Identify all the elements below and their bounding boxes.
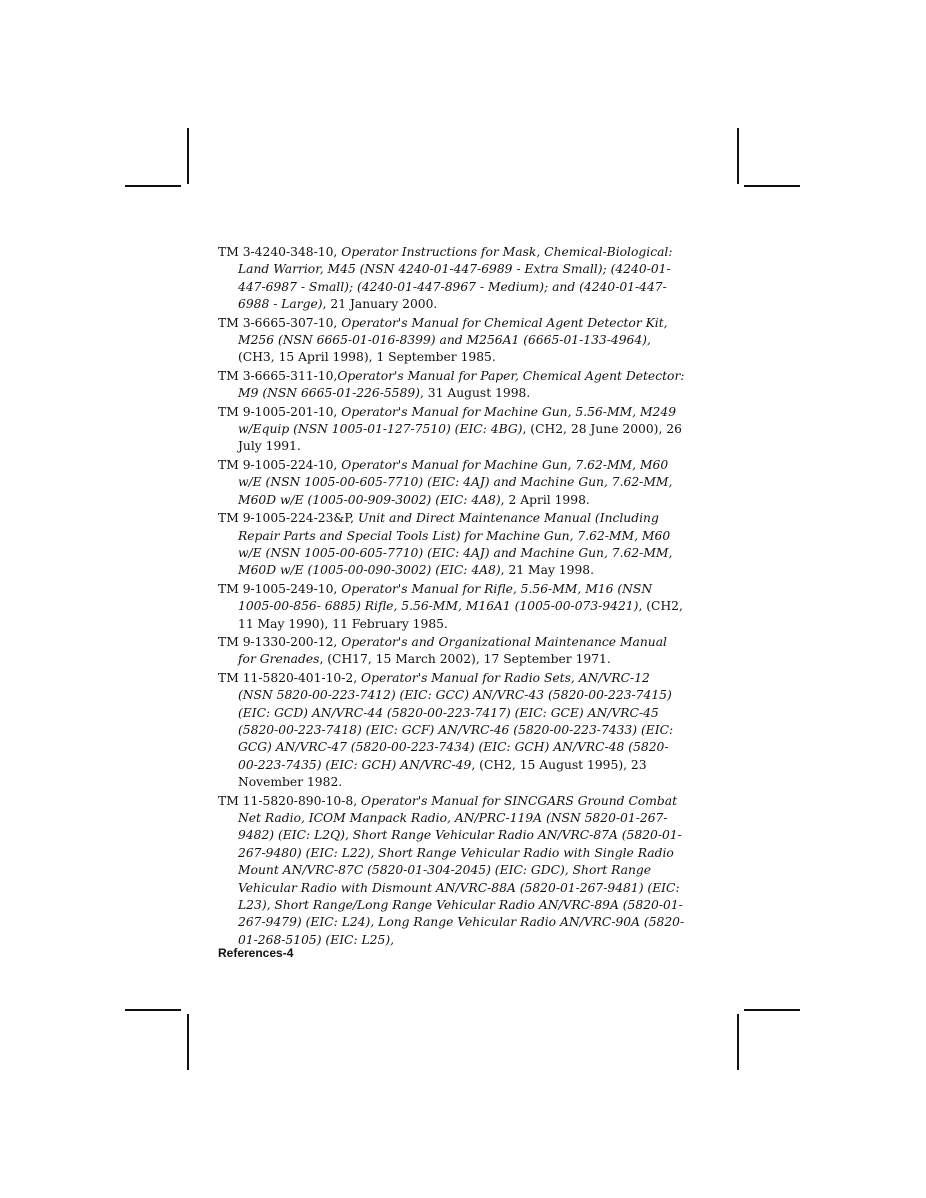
reference-number: TM 9-1005-224-23&P,: [218, 511, 358, 526]
reference-title: Operator's Manual for Machine Gun, 5.56-MM, M249 w/Equip (NSN 1005-01-127-7510) (EIC: 4BG): [238, 404, 677, 437]
reference-number: TM 3-4240-348-10,: [218, 245, 342, 259]
reference-number: TM 11-5820-890-10-8,: [218, 793, 362, 808]
references-list: [218, 244, 688, 950]
reference-number: TM 3-6665-307-10,: [218, 315, 342, 330]
reference-details: , (CH17, 15 March 2002), 17 September 1971.: [319, 652, 611, 667]
crop-mark-top-left-vertical: [187, 128, 189, 184]
reference-entry: [218, 315, 688, 367]
crop-mark-top-left-horizontal: [125, 185, 181, 187]
reference-number: TM 9-1005-249-10,: [218, 581, 342, 596]
crop-mark-bottom-left-horizontal: [125, 1009, 181, 1011]
crop-mark-bottom-right-vertical: [737, 1014, 739, 1070]
reference-title: Operator's Manual for Radio Sets, AN/VRC-12 (NSN 5820-00-223-7412) (EIC: GCC) AN/VRC-43 (5820-00-223-7415) (EIC: GCD) AN/VRC-44 (5820-00-223-7417) (EIC: GCE) AN/VRC-45 (5820-00-223-7418) (EIC: GCF) AN/VRC-46 (5820-00-223-7433) (EIC: GCG) AN/VRC-47 (5820-00-223-7434) (EIC: GCH) AN/VRC-48 (5820-00-223-7435) (EIC: GCH) AN/VRC-49: [238, 670, 674, 772]
reference-details: , (CH2, 15 August 1995), 23 November 1982.: [238, 757, 647, 790]
reference-title: Operator's Manual for SINCGARS Ground Combat Net Radio, ICOM Manpack Radio, AN/PRC-119A (NSN 5820-01-267-9482) (EIC: L2Q), Short Range Vehicular Radio AN/VRC-87A (5820-01-267-9480) (EIC: L22), Short Range Vehicular Radio with Single Radio Mount AN/VRC-87C (5820-01-304-2045) (EIC: GDC), Short Range Vehicular Radio with Dismount AN/VRC-88A (5820-01-267-9481) (EIC: L23), Short Range/Long Range Vehicular Radio AN/VRC-89A (5820-01-267-9479) (EIC: L24), Long Range Vehicular Radio AN/VRC-90A (5820-01-268-5105) (EIC: L25),: [238, 793, 685, 947]
reference-number: TM 9-1330-200-12,: [218, 634, 342, 649]
reference-title: Operator's Manual for Machine Gun, 7.62-MM, M60 w/E (NSN 1005-00-605-7710) (EIC: 4AJ) and Machine Gun, 7.62-MM, M60D w/E (1005-00-909-3002) (EIC: 4A8): [238, 457, 673, 507]
reference-entry: [218, 670, 688, 792]
reference-title: Operator Instructions for Mask, Chemical-Biological: Land Warrior, M45 (NSN 4240-01-447-6989 - Extra Small); (4240-01-447-6987 - Small); (4240-01-447-8967 - Medium); and (4240-01-447-6988 - Large): [238, 245, 673, 312]
reference-number: TM 9-1005-201-10,: [218, 404, 342, 419]
reference-details: , 21 January 2000.: [322, 297, 438, 312]
reference-entry: [218, 368, 688, 403]
reference-title: Operator's Manual for Rifle, 5.56-MM, M16 (NSN 1005-00-856- 6885) Rifle, 5.56-MM, M16A1 (1005-00-073-9421): [238, 581, 653, 614]
reference-title: Operator's Manual for Chemical Agent Detector Kit, M256 (NSN 6665-01-016-8399) and M256A1 (6665-01-133-4964),: [238, 315, 668, 348]
reference-number: TM 11-5820-401-10-2,: [218, 670, 362, 685]
reference-entry: [218, 510, 688, 580]
reference-entry: [218, 404, 688, 456]
reference-title: Operator's and Organizational Maintenance Manual for Grenades: [238, 634, 667, 667]
reference-title: Operator's Manual for Paper, Chemical Agent Detector: M9 (NSN 6665-01-226-5589): [238, 368, 685, 401]
reference-entry: [218, 244, 688, 314]
reference-entry: [218, 581, 688, 633]
crop-mark-bottom-right-horizontal: [744, 1009, 800, 1011]
reference-details: , (CH2, 28 June 2000), 26 July 1991.: [238, 422, 682, 454]
reference-details: , (CH2, 11 May 1990), 11 February 1985.: [238, 599, 683, 631]
reference-details: (CH3, 15 April 1998), 1 September 1985.: [238, 350, 496, 365]
crop-mark-top-right-vertical: [737, 128, 739, 184]
reference-details: , 21 May 1998.: [500, 563, 595, 578]
reference-number: TM 9-1005-224-10,: [218, 457, 342, 472]
reference-title: Unit and Direct Maintenance Manual (Including Repair Parts and Special Tools List) for Machine Gun, 7.62-MM, M60 w/E (NSN 1005-00-605-7710) (EIC: 4AJ) and Machine Gun, 7.62-MM, M60D w/E (1005-00-090-3002) (EIC: 4A8): [238, 511, 673, 578]
reference-number: TM 3-6665-311-10,: [218, 368, 338, 383]
crop-mark-top-right-horizontal: [744, 185, 800, 187]
reference-details: , 31 August 1998.: [419, 386, 531, 401]
reference-entry: [218, 634, 688, 669]
reference-entry: [218, 457, 688, 509]
reference-details: , 2 April 1998.: [500, 492, 590, 507]
page-footer-label: References-4: [218, 946, 294, 960]
reference-entry: [218, 793, 688, 950]
crop-mark-bottom-left-vertical: [187, 1014, 189, 1070]
